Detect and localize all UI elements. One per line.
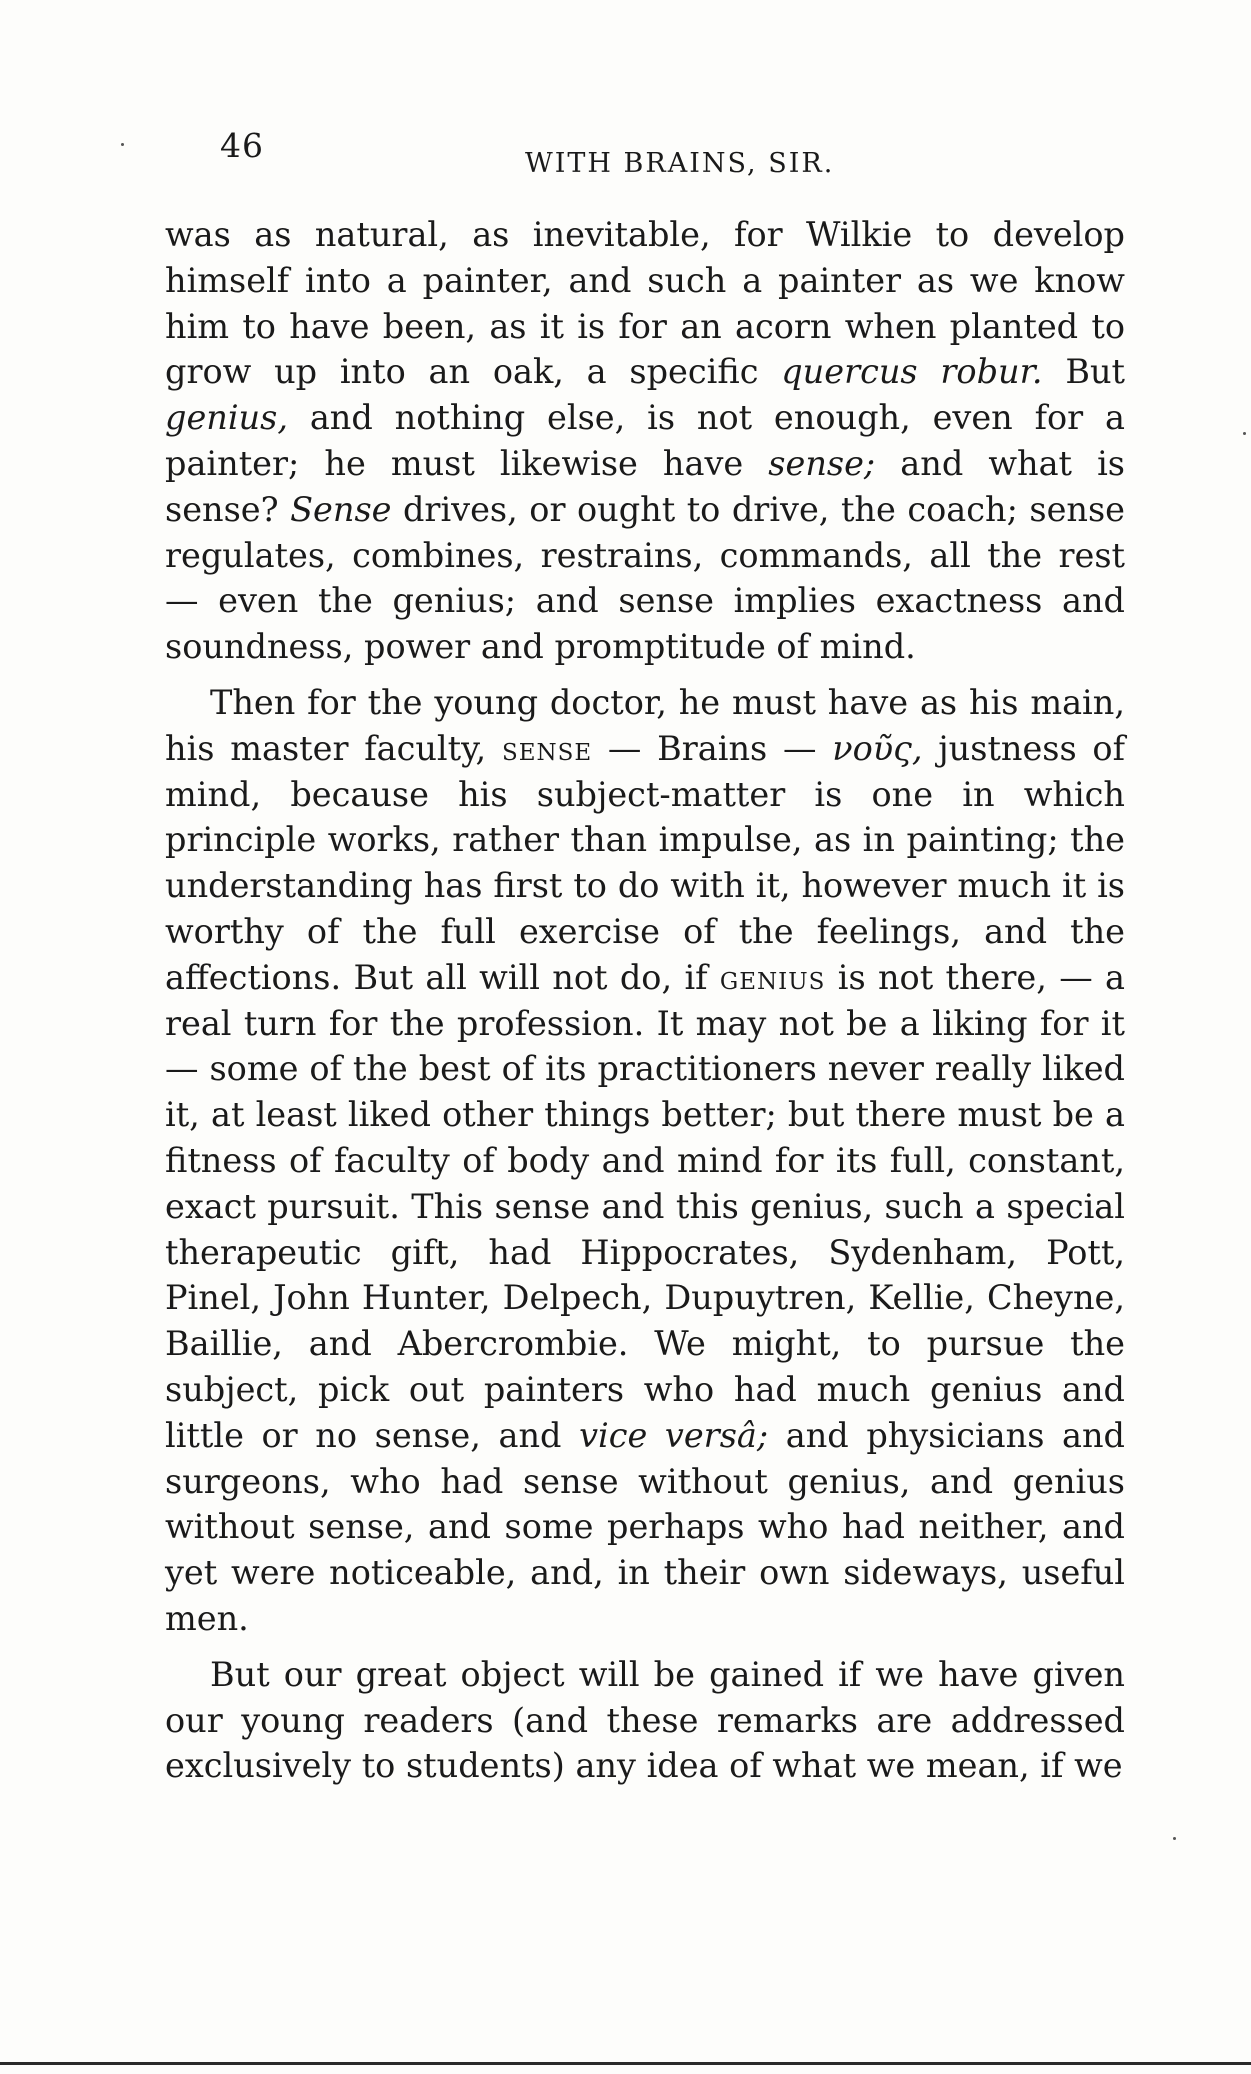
running-head: WITH BRAINS, SIR.	[525, 148, 835, 179]
italic-span: genius,	[165, 398, 288, 438]
small-caps-span: sense	[501, 728, 593, 768]
greek-word: νοῦς,	[832, 728, 923, 768]
italic-span: sense;	[768, 443, 876, 483]
text-span: — Brains —	[592, 728, 833, 768]
text-span: is not there, — a real turn for the profession. It may not be a liking for it — some of the best of its practitioners never really liked it, at least liked other things better; but there must be a fitness of faculty of body and mind for its full, constant, exact pursuit. This sense and this genius, such a special therapeutic gift, had Hippocrates, Sydenham, Pott, Pinel, John Hunter, Delpech, Dupuytren, Kellie, Cheyne, Baillie, and Abercrombie. We might, to pursue the subject, pick out painters who had much genius and little or no sense, and	[165, 957, 1125, 1455]
italic-span: vice versâ;	[579, 1415, 769, 1455]
italic-span: quercus robur.	[781, 352, 1043, 392]
page-number: 46	[220, 126, 264, 165]
paper-speck	[1243, 432, 1246, 435]
page-bottom-edge	[0, 2062, 1251, 2065]
body-text	[165, 212, 1125, 1799]
text-span: was as natural, as inevitable, for Wilkie to develop himself into a painter, and such a painter as we know him to have been, as it is for an acorn when planted to grow up into an oak, a specific	[165, 215, 1125, 392]
page-header	[220, 126, 1120, 186]
italic-span: Sense	[290, 489, 392, 529]
text-span: and nothing else, is not enough, even for a painter; he must likewise have	[165, 398, 1125, 483]
text-span: drives, or ought to drive, the coach; sense regulates, combines, restrains, commands, all the rest — even the genius; and sense implies exactness and soundness, power and promptitude of mind.	[165, 489, 1125, 667]
paragraph-2	[165, 680, 1125, 1642]
text-span: and physicians and surgeons, who had sense without genius, and genius without sense, and some perhaps who had neither, and yet were noticeable, and, in their own sideways, useful men.	[165, 1415, 1126, 1638]
paper-speck	[1173, 1837, 1176, 1840]
paper-speck	[121, 143, 124, 146]
text-span: But	[1042, 352, 1125, 392]
paragraph-3	[165, 1652, 1125, 1789]
text-span: Then for the young doctor, he must have as his main, his master faculty,	[165, 682, 1125, 768]
text-span: and what is sense?	[165, 443, 1125, 529]
paragraph-1	[165, 212, 1125, 670]
text-span: But our great object will be gained if we have given our young readers (and these remarks are addressed exclusively to students) any idea of what we mean, if we	[165, 1654, 1125, 1786]
text-span: justness of mind, because his subject-matter is one in which principle works, rather than impulse, as in painting; the understanding has first to do with it, however much it is worthy of the full exercise of the feelings, and the affections. But all will not do, if	[165, 728, 1125, 997]
small-caps-span: genius	[719, 957, 826, 997]
